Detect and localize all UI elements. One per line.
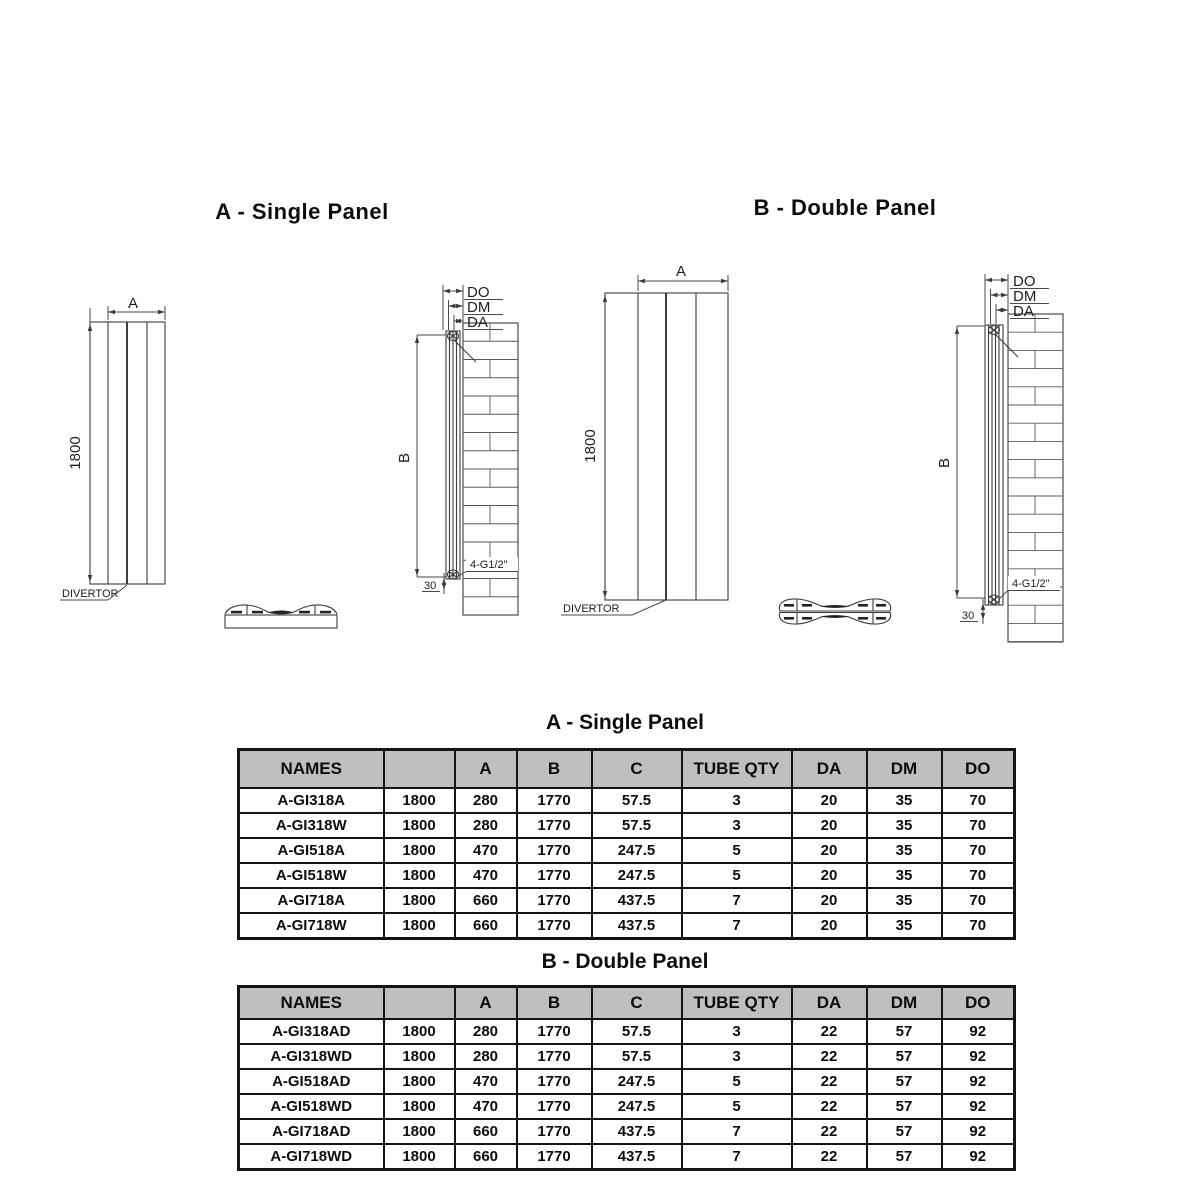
- dimension-arrow: [108, 310, 115, 314]
- table-cell: 92: [942, 1044, 1015, 1069]
- table-title-double: B - Double Panel: [541, 950, 709, 973]
- table-cell: 57: [867, 1044, 942, 1069]
- table-cell: 1770: [517, 1094, 592, 1119]
- single-panel-side-view: [396, 284, 518, 615]
- dimension-arrow: [158, 310, 165, 314]
- table-cell: 470: [455, 1094, 517, 1119]
- table-cell: 92: [942, 1094, 1015, 1119]
- table-cell: 22: [792, 1144, 867, 1170]
- dimension-arrow: [1001, 293, 1008, 297]
- table-cell: 1800: [384, 1119, 455, 1144]
- table-cell: 92: [942, 1019, 1015, 1044]
- column-header: DA: [792, 750, 867, 789]
- table-row: [239, 1144, 1015, 1170]
- table-cell: 1800: [384, 813, 455, 838]
- table-cell: 247.5: [592, 863, 682, 888]
- dm-label-double: DM: [1013, 288, 1037, 305]
- table-cell: 92: [942, 1069, 1015, 1094]
- table-cell: 437.5: [592, 913, 682, 939]
- column-header: DO: [942, 750, 1015, 789]
- table-cell: 57.5: [592, 1019, 682, 1044]
- table-row: [239, 1044, 1015, 1069]
- column-header: TUBE QTY: [682, 750, 792, 789]
- wall-section-double: [1008, 314, 1063, 642]
- table-cell: A-GI718AD: [239, 1119, 384, 1144]
- double-panel-front-view: [561, 263, 728, 615]
- table-cell: 660: [455, 888, 517, 913]
- dimension-arrow: [1001, 308, 1008, 312]
- table-cell: 470: [455, 863, 517, 888]
- table-cell: 1800: [384, 863, 455, 888]
- table-cell: 22: [792, 1119, 867, 1144]
- dimension-arrow: [638, 279, 645, 283]
- table-cell: A-GI718W: [239, 913, 384, 939]
- table-cell: 70: [942, 888, 1015, 913]
- column-header: DA: [792, 987, 867, 1020]
- table-cell: A-GI518AD: [239, 1069, 384, 1094]
- offset-label-double: 30: [962, 610, 975, 622]
- dimension-arrow: [1001, 278, 1008, 282]
- column-header: B: [517, 987, 592, 1020]
- dimension-arrow: [603, 591, 607, 598]
- table-row: [239, 838, 1015, 863]
- dim-label-width-single: A: [127, 295, 139, 312]
- table-cell: 280: [455, 788, 517, 813]
- table-row: [239, 1119, 1015, 1144]
- double-panel-table: [237, 985, 1016, 1171]
- dim-label-depth-single: B: [396, 452, 413, 464]
- table-cell: 1800: [384, 1019, 455, 1044]
- table-cell: 437.5: [592, 1119, 682, 1144]
- table-row: [239, 813, 1015, 838]
- drawing-title-double: B - Double Panel: [753, 195, 937, 220]
- column-header: [384, 750, 455, 789]
- dimension-arrow: [456, 304, 463, 308]
- table-cell: 280: [455, 813, 517, 838]
- table-cell: 20: [792, 863, 867, 888]
- column-header: DM: [867, 987, 942, 1020]
- table-cell: 22: [792, 1069, 867, 1094]
- table-cell: 1800: [384, 888, 455, 913]
- table-cell: 1770: [517, 888, 592, 913]
- column-header: DM: [867, 750, 942, 789]
- table-cell: 1800: [384, 1144, 455, 1170]
- table-row: [239, 913, 1015, 939]
- table-cell: 35: [867, 813, 942, 838]
- table-cell: 247.5: [592, 1094, 682, 1119]
- dim-label-height-double: 1800: [582, 429, 599, 463]
- table-cell: 35: [867, 788, 942, 813]
- table-cell: 1770: [517, 1069, 592, 1094]
- table-cell: 7: [682, 888, 792, 913]
- table-cell: 660: [455, 913, 517, 939]
- table-cell: 70: [942, 838, 1015, 863]
- table-cell: 437.5: [592, 888, 682, 913]
- dimension-arrow: [603, 295, 607, 302]
- table-row: [239, 1069, 1015, 1094]
- table-cell: A-GI518WD: [239, 1094, 384, 1119]
- column-header: DO: [942, 987, 1015, 1020]
- table-cell: 20: [792, 913, 867, 939]
- column-header: A: [455, 987, 517, 1020]
- divertor-label-single: DIVERTOR: [62, 588, 119, 600]
- table-cell: 70: [942, 788, 1015, 813]
- table-cell: 57: [867, 1094, 942, 1119]
- dim-label-depth-double: B: [936, 457, 953, 469]
- da-label-single: DA: [467, 314, 488, 331]
- table-cell: 35: [867, 888, 942, 913]
- table-cell: 437.5: [592, 1144, 682, 1170]
- table-cell: 57.5: [592, 813, 682, 838]
- dimension-arrow: [88, 575, 92, 582]
- single-panel-front-view: [60, 295, 165, 600]
- table-cell: 1770: [517, 788, 592, 813]
- double-panel-side-view: [936, 273, 1063, 642]
- table-cell: 3: [682, 1019, 792, 1044]
- column-header: NAMES: [239, 750, 384, 789]
- table-row: [239, 888, 1015, 913]
- dimension-arrow: [721, 279, 728, 283]
- table-cell: 3: [682, 788, 792, 813]
- table-row: [239, 863, 1015, 888]
- dim-label-width-double: A: [675, 263, 687, 280]
- table-cell: 57: [867, 1144, 942, 1170]
- table-cell: 20: [792, 838, 867, 863]
- column-header: C: [592, 987, 682, 1020]
- table-cell: 57: [867, 1119, 942, 1144]
- table-header-row: [239, 987, 1015, 1020]
- table-cell: 660: [455, 1144, 517, 1170]
- table-cell: A-GI718WD: [239, 1144, 384, 1170]
- dimension-arrow: [985, 278, 992, 282]
- dimension-arrow: [442, 583, 446, 590]
- table-cell: 5: [682, 863, 792, 888]
- table-cell: 1770: [517, 913, 592, 939]
- table-cell: 3: [682, 1044, 792, 1069]
- do-label-single: DO: [467, 284, 490, 301]
- table-cell: 57: [867, 1069, 942, 1094]
- drawing-title-single: A - Single Panel: [215, 199, 389, 224]
- dimension-arrow: [443, 289, 450, 293]
- table-cell: 1770: [517, 1119, 592, 1144]
- table-cell: A-GI318AD: [239, 1019, 384, 1044]
- table-cell: 22: [792, 1094, 867, 1119]
- fitting-label-double: 4-G1/2": [1012, 578, 1050, 590]
- column-header: TUBE QTY: [682, 987, 792, 1020]
- table-cell: 470: [455, 1069, 517, 1094]
- dimension-arrow: [991, 293, 998, 297]
- table-cell: 5: [682, 1094, 792, 1119]
- table-cell: 70: [942, 913, 1015, 939]
- column-header: C: [592, 750, 682, 789]
- table-cell: 247.5: [592, 1069, 682, 1094]
- dimension-arrow: [981, 613, 985, 620]
- table-cell: 70: [942, 863, 1015, 888]
- table-cell: 1770: [517, 863, 592, 888]
- table-row: [239, 1019, 1015, 1044]
- table-cell: 7: [682, 913, 792, 939]
- dimension-arrow: [456, 289, 463, 293]
- table-cell: 1800: [384, 1094, 455, 1119]
- single-panel-top-view: [225, 605, 337, 628]
- column-header: [384, 987, 455, 1020]
- table-cell: 35: [867, 838, 942, 863]
- table-cell: 1800: [384, 1069, 455, 1094]
- table-cell: 1770: [517, 1019, 592, 1044]
- divertor-label-double: DIVERTOR: [563, 603, 620, 615]
- dim-label-height-single: 1800: [67, 436, 84, 470]
- table-cell: 1800: [384, 838, 455, 863]
- table-cell: 1770: [517, 1144, 592, 1170]
- table-header-row: [239, 750, 1015, 789]
- table-row: [239, 1094, 1015, 1119]
- table-cell: 470: [455, 838, 517, 863]
- table-cell: 22: [792, 1019, 867, 1044]
- da-label-double: DA: [1013, 303, 1034, 320]
- table-cell: 22: [792, 1044, 867, 1069]
- table-cell: 280: [455, 1019, 517, 1044]
- column-header: NAMES: [239, 987, 384, 1020]
- dimension-arrow: [415, 569, 419, 576]
- offset-label-single: 30: [424, 580, 437, 592]
- table-cell: 57.5: [592, 1044, 682, 1069]
- table-cell: 7: [682, 1119, 792, 1144]
- table-cell: 20: [792, 813, 867, 838]
- table-cell: 92: [942, 1119, 1015, 1144]
- column-header: A: [455, 750, 517, 789]
- dimension-arrow: [415, 336, 419, 343]
- table-cell: 5: [682, 838, 792, 863]
- table-cell: 3: [682, 813, 792, 838]
- table-cell: 1770: [517, 813, 592, 838]
- do-label-double: DO: [1013, 273, 1036, 290]
- dimension-arrow: [955, 327, 959, 334]
- table-cell: 20: [792, 888, 867, 913]
- table-cell: 1800: [384, 1044, 455, 1069]
- table-cell: 660: [455, 1119, 517, 1144]
- table-cell: 35: [867, 863, 942, 888]
- table-title-single: A - Single Panel: [546, 711, 704, 734]
- table-cell: 57: [867, 1019, 942, 1044]
- double-panel-top-view: [779, 599, 890, 624]
- dimension-arrow: [449, 304, 456, 308]
- table-cell: 70: [942, 813, 1015, 838]
- table-cell: 57.5: [592, 788, 682, 813]
- table-cell: A-GI718A: [239, 888, 384, 913]
- dimension-arrow: [88, 324, 92, 331]
- table-cell: 35: [867, 913, 942, 939]
- table-cell: A-GI318WD: [239, 1044, 384, 1069]
- table-cell: 1770: [517, 838, 592, 863]
- table-cell: A-GI518A: [239, 838, 384, 863]
- table-cell: 20: [792, 788, 867, 813]
- table-cell: 1770: [517, 1044, 592, 1069]
- table-cell: 92: [942, 1144, 1015, 1170]
- dm-label-single: DM: [467, 299, 491, 316]
- table-cell: 247.5: [592, 838, 682, 863]
- fitting-label-single: 4-G1/2": [470, 559, 508, 571]
- column-header: B: [517, 750, 592, 789]
- table-cell: 1800: [384, 788, 455, 813]
- table-cell: 5: [682, 1069, 792, 1094]
- table-cell: A-GI318W: [239, 813, 384, 838]
- dimension-arrow: [955, 590, 959, 597]
- table-cell: 280: [455, 1044, 517, 1069]
- table-cell: A-GI518W: [239, 863, 384, 888]
- table-cell: 7: [682, 1144, 792, 1170]
- table-cell: A-GI318A: [239, 788, 384, 813]
- table-row: [239, 788, 1015, 813]
- table-cell: 1800: [384, 913, 455, 939]
- single-panel-table: [237, 748, 1016, 940]
